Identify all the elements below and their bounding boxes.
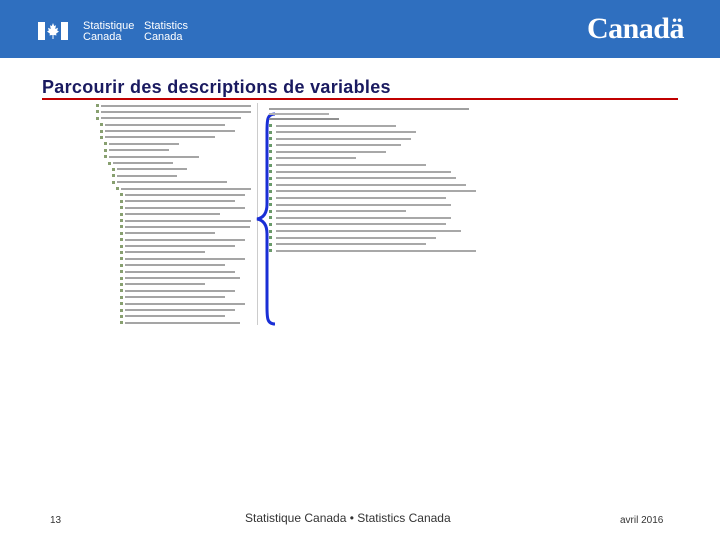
expand-node-icon[interactable] xyxy=(100,130,103,133)
tree-item[interactable] xyxy=(96,224,257,230)
plus-expand-icon[interactable] xyxy=(269,131,272,134)
tree-item[interactable] xyxy=(96,237,257,243)
tree-item[interactable] xyxy=(96,282,257,288)
tree-item[interactable] xyxy=(96,141,257,147)
tree-item-label xyxy=(117,168,187,170)
expand-node-icon[interactable] xyxy=(120,309,123,312)
tree-item-label xyxy=(125,277,240,279)
variable-list-item-label xyxy=(276,131,416,133)
variable-list-item-label xyxy=(276,250,476,252)
plus-expand-icon[interactable] xyxy=(269,177,272,180)
tree-item[interactable] xyxy=(96,154,257,160)
tree-item-label xyxy=(125,207,245,209)
plus-expand-icon[interactable] xyxy=(269,137,272,140)
tree-item[interactable] xyxy=(96,320,257,325)
expand-node-icon[interactable] xyxy=(100,136,103,139)
expand-node-icon[interactable] xyxy=(108,162,111,165)
tree-item-label xyxy=(125,296,225,298)
variable-list-item-label xyxy=(276,204,451,206)
tree-item[interactable] xyxy=(96,180,257,186)
variable-list-item[interactable] xyxy=(269,144,479,147)
expand-node-icon[interactable] xyxy=(120,245,123,248)
variable-list-item[interactable] xyxy=(269,197,479,200)
expand-node-icon[interactable] xyxy=(96,110,99,113)
plus-expand-icon[interactable] xyxy=(269,157,272,160)
tree-item[interactable] xyxy=(96,250,257,256)
variable-list-item[interactable] xyxy=(269,249,479,252)
tree-item[interactable] xyxy=(96,109,257,115)
variable-list-item[interactable] xyxy=(269,131,479,134)
tree-item[interactable] xyxy=(96,103,257,109)
tree-item[interactable] xyxy=(96,308,257,314)
variable-list-item[interactable] xyxy=(269,150,479,153)
tree-item-label xyxy=(109,156,199,158)
expand-node-icon[interactable] xyxy=(112,174,115,177)
tree-item-label xyxy=(125,239,245,241)
variable-list-item-label xyxy=(276,177,456,179)
variable-list-item[interactable] xyxy=(269,177,479,180)
expand-node-icon[interactable] xyxy=(112,181,115,184)
variable-group-heading xyxy=(269,118,339,120)
plus-expand-icon[interactable] xyxy=(269,236,272,239)
tree-item-label xyxy=(125,271,235,273)
tree-item[interactable] xyxy=(96,256,257,262)
statistique-canada-logo-text: Statistique Canada xyxy=(83,20,135,43)
tree-item[interactable] xyxy=(96,173,257,179)
tree-item-label xyxy=(125,220,251,222)
tree-item[interactable] xyxy=(96,167,257,173)
tree-item[interactable] xyxy=(96,263,257,269)
variable-list-item[interactable] xyxy=(269,223,479,226)
tree-item[interactable] xyxy=(96,186,257,192)
expand-node-icon[interactable] xyxy=(120,219,123,222)
tree-item[interactable] xyxy=(96,135,257,141)
footer-organization: Statistique Canada • Statistics Canada xyxy=(245,511,451,525)
expand-node-icon[interactable] xyxy=(120,264,123,267)
variable-list-item[interactable] xyxy=(269,236,479,239)
tree-item-label xyxy=(125,309,235,311)
variable-list-panel[interactable] xyxy=(269,108,479,263)
expand-node-icon[interactable] xyxy=(120,257,123,260)
tree-item[interactable] xyxy=(96,288,257,294)
expand-node-icon[interactable] xyxy=(104,142,107,145)
variable-list-item-label xyxy=(276,230,461,232)
expand-node-icon[interactable] xyxy=(104,155,107,158)
plus-expand-icon[interactable] xyxy=(269,190,272,193)
variable-list-item[interactable] xyxy=(269,230,479,233)
variable-list-item[interactable] xyxy=(269,183,479,186)
tree-item[interactable] xyxy=(96,314,257,320)
plus-expand-icon[interactable] xyxy=(269,243,272,246)
expand-node-icon[interactable] xyxy=(120,270,123,273)
expand-node-icon[interactable] xyxy=(120,321,123,324)
plus-expand-icon[interactable] xyxy=(269,249,272,252)
tree-item[interactable] xyxy=(96,199,257,205)
tree-item-label xyxy=(125,245,235,247)
plus-expand-icon[interactable] xyxy=(269,183,272,186)
plus-expand-icon[interactable] xyxy=(269,124,272,127)
tree-item[interactable] xyxy=(96,116,257,122)
variable-list-item-label xyxy=(276,164,426,166)
expand-node-icon[interactable] xyxy=(96,104,99,107)
variable-list-item[interactable] xyxy=(269,210,479,213)
canada-wordmark: Canadä xyxy=(586,12,684,45)
tree-item[interactable] xyxy=(96,269,257,275)
variable-list-item-label xyxy=(276,197,446,199)
expand-node-icon[interactable] xyxy=(120,213,123,216)
tree-item[interactable] xyxy=(96,161,257,167)
tree-item-label xyxy=(125,200,235,202)
plus-expand-icon[interactable] xyxy=(269,216,272,219)
expand-node-icon[interactable] xyxy=(120,296,123,299)
tree-item-label xyxy=(125,232,215,234)
tree-item-label xyxy=(125,213,220,215)
tree-item-label xyxy=(121,188,251,190)
tree-item[interactable] xyxy=(96,218,257,224)
tree-item-label xyxy=(125,283,205,285)
tree-item[interactable] xyxy=(96,301,257,307)
tree-item[interactable] xyxy=(96,295,257,301)
tree-item-label xyxy=(105,130,235,132)
expand-node-icon[interactable] xyxy=(112,168,115,171)
tree-item-label xyxy=(125,322,240,324)
tree-item[interactable] xyxy=(96,205,257,211)
expand-node-icon[interactable] xyxy=(120,200,123,203)
tree-item-label xyxy=(101,105,251,107)
expand-node-icon[interactable] xyxy=(120,277,123,280)
expand-node-icon[interactable] xyxy=(96,117,99,120)
variable-list-item-label xyxy=(276,157,356,159)
plus-expand-icon[interactable] xyxy=(269,164,272,167)
file-heading xyxy=(269,113,329,115)
tree-item-label xyxy=(125,251,205,253)
tree-item[interactable] xyxy=(96,129,257,135)
tree-item-label xyxy=(109,143,179,145)
expand-node-icon[interactable] xyxy=(120,225,123,228)
plus-expand-icon[interactable] xyxy=(269,144,272,147)
variable-list-item-label xyxy=(276,237,436,239)
variable-list-item-label xyxy=(276,151,386,153)
plus-expand-icon[interactable] xyxy=(269,203,272,206)
tree-item-label xyxy=(125,194,245,196)
expand-node-icon[interactable] xyxy=(120,232,123,235)
footer-date: avril 2016 xyxy=(620,515,664,526)
expand-node-icon[interactable] xyxy=(120,315,123,318)
variable-list-item[interactable] xyxy=(269,190,479,193)
expand-node-icon[interactable] xyxy=(120,283,123,286)
variable-list-item[interactable] xyxy=(269,243,479,246)
tree-item-label xyxy=(125,290,235,292)
variable-list-item[interactable] xyxy=(269,164,479,167)
tree-item-label xyxy=(125,264,225,266)
plus-expand-icon[interactable] xyxy=(269,223,272,226)
tree-item-label xyxy=(113,162,173,164)
plus-expand-icon[interactable] xyxy=(269,210,272,213)
title-underline xyxy=(42,98,678,100)
variable-list-item[interactable] xyxy=(269,203,479,206)
tree-item-label xyxy=(125,315,225,317)
expand-node-icon[interactable] xyxy=(100,123,103,126)
expand-node-icon[interactable] xyxy=(120,251,123,254)
variable-list-item-label xyxy=(276,144,401,146)
tree-item-label xyxy=(101,111,251,113)
tree-item-label xyxy=(125,303,245,305)
tree-item-label xyxy=(117,175,177,177)
tree-item-label xyxy=(101,117,241,119)
expand-node-icon[interactable] xyxy=(120,302,123,305)
tree-item[interactable] xyxy=(96,231,257,237)
tree-item[interactable] xyxy=(96,122,257,128)
plus-expand-icon[interactable] xyxy=(269,170,272,173)
variable-list-item-label xyxy=(276,171,451,173)
tree-item-label xyxy=(125,226,250,228)
variable-list-item[interactable] xyxy=(269,124,479,127)
expand-node-icon[interactable] xyxy=(120,238,123,241)
survey-heading xyxy=(269,108,469,110)
tree-item-label xyxy=(105,136,215,138)
variable-list-item[interactable] xyxy=(269,216,479,219)
tree-item[interactable] xyxy=(96,148,257,154)
variable-list-item-label xyxy=(276,138,411,140)
variable-list-item-label xyxy=(276,184,466,186)
statistics-canada-logo-text: Statistics Canada xyxy=(144,20,189,43)
variable-list-item-label xyxy=(276,243,426,245)
plus-expand-icon[interactable] xyxy=(269,150,272,153)
variable-list-item-label xyxy=(276,210,406,212)
variable-list-item-label xyxy=(276,217,451,219)
tree-item-label xyxy=(105,124,225,126)
variable-list-item-label xyxy=(276,223,446,225)
tree-item-label xyxy=(125,258,245,260)
tree-item[interactable] xyxy=(96,244,257,250)
variable-list-item[interactable] xyxy=(269,170,479,173)
expand-node-icon[interactable] xyxy=(120,206,123,209)
tree-item[interactable] xyxy=(96,276,257,282)
tree-item-label xyxy=(117,181,227,183)
header-banner xyxy=(0,0,720,58)
variable-list-item-label xyxy=(276,125,396,127)
expand-node-icon[interactable] xyxy=(120,193,123,196)
expand-node-icon[interactable] xyxy=(116,187,119,190)
slide-title: Parcourir des descriptions de variables xyxy=(42,77,391,97)
tree-item-label xyxy=(109,149,169,151)
canada-flag-icon xyxy=(38,22,68,40)
plus-expand-icon[interactable] xyxy=(269,197,272,200)
variable-list-item-label xyxy=(276,190,476,192)
tree-item[interactable] xyxy=(96,192,257,198)
variable-list-item[interactable] xyxy=(269,157,479,160)
variable-tree-panel[interactable] xyxy=(96,103,258,325)
variable-list-item[interactable] xyxy=(269,137,479,140)
plus-expand-icon[interactable] xyxy=(269,230,272,233)
expand-node-icon[interactable] xyxy=(120,289,123,292)
tree-item[interactable] xyxy=(96,212,257,218)
page-number: 13 xyxy=(50,515,62,526)
expand-node-icon[interactable] xyxy=(104,149,107,152)
